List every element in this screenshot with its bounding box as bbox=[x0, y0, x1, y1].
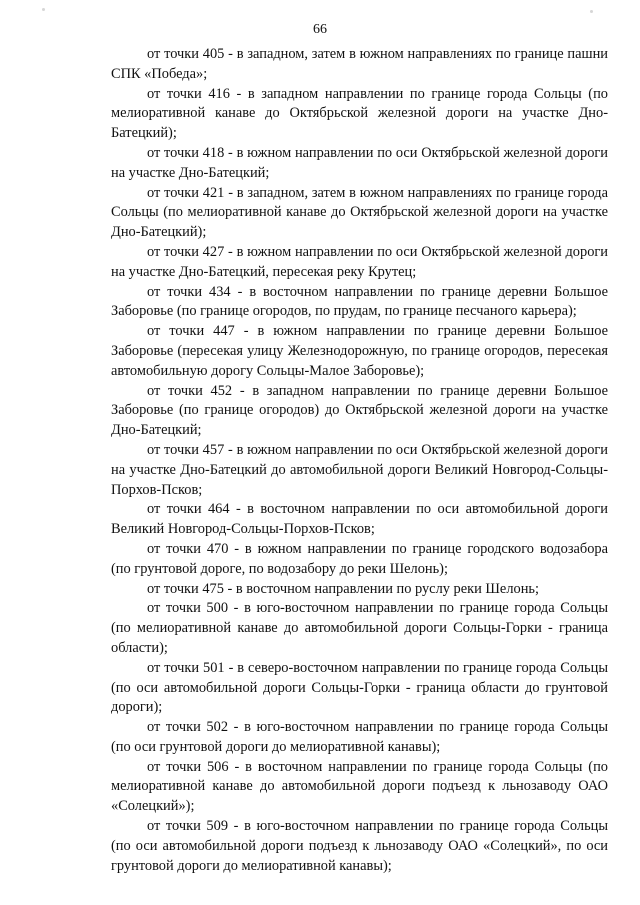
paragraph: от точки 475 - в восточном направлении по руслу реки Шелонь; bbox=[147, 580, 539, 597]
paragraph: от точки 501 - в северо-восточном направлении по границе города Сольцы (по оси автомобильной дороги Сольцы-Горки - граница области до грунтовой дороги); bbox=[111, 659, 608, 716]
paragraph: от точки 418 - в южном направлении по оси Октябрьской железной дороги на участке Дно-Батецкий; bbox=[111, 144, 608, 181]
document-body bbox=[111, 45, 608, 876]
paragraph: от точки 434 - в восточном направлении по границе деревни Большое Заборовье (по границе огородов, по прудам, по границе песчаного карьера); bbox=[111, 283, 608, 320]
paragraph: от точки 470 - в южном направлении по границе городского водозабора (по грунтовой дороге, по водозабору до реки Шелонь); bbox=[111, 540, 608, 577]
paragraph: от точки 405 - в западном, затем в южном направлениях по границе пашни СПК «Победа»; bbox=[111, 46, 608, 82]
paragraph: от точки 502 - в юго-восточном направлении по границе города Сольцы (по оси грунтовой дороги до мелиоративной канавы); bbox=[111, 719, 608, 755]
scan-speck bbox=[42, 8, 45, 11]
page-number: 66 bbox=[313, 22, 327, 37]
paragraph: от точки 464 - в восточном направлении по оси автомобильной дороги Великий Новгород-Сольцы-Порхов-Псков; bbox=[111, 501, 608, 538]
paragraph: от точки 447 - в южном направлении по границе деревни Большое Заборовье (пересекая улицу Железнодорожную, по границе огородов, пересекая автомобильную дорогу Сольцы-Малое Заборовье); bbox=[111, 323, 608, 379]
paragraph: от точки 416 - в западном направлении по границе города Сольцы (по мелиоративной канаве до Октябрьской железной дороги на участке Дно-Батецкий); bbox=[111, 85, 608, 142]
paragraph: от точки 427 - в южном направлении по оси Октябрьской железной дороги на участке Дно-Батецкий, пересекая реку Крутец; bbox=[111, 243, 608, 280]
paragraph: от точки 452 - в западном направлении по границе деревни Большое Заборовье (по границе огородов) до Октябрьской железной дороги на участке Дно-Батецкий; bbox=[111, 382, 608, 439]
paragraph: от точки 457 - в южном направлении по оси Октябрьской железной дороги на участке Дно-Батецкий до автомобильной дороги Великий Новгород-Сольцы-Порхов-Псков; bbox=[111, 441, 608, 498]
paragraph: от точки 506 - в восточном направлении по границе города Сольцы (по мелиоративной канаве до автомобильной дороги подъезд к льнозаводу ОАО «Солецкий»); bbox=[111, 758, 608, 815]
paragraph: от точки 509 - в юго-восточном направлении по границе города Сольцы (по оси автомобильной дороги подъезд к льнозаводу ОАО «Солецкий», по оси грунтовой дороги до мелиоративной канавы); bbox=[111, 818, 608, 874]
paragraph: от точки 500 - в юго-восточном направлении по границе города Сольцы (по мелиоративной канаве до автомобильной дороги Сольцы-Горки - граница области); bbox=[111, 600, 608, 656]
paragraph: от точки 421 - в западном, затем в южном направлениях по границе города Сольцы (по мелиоративной канаве до Октябрьской железной дороги на участке Дно-Батецкий); bbox=[111, 184, 608, 241]
scan-speck bbox=[590, 10, 593, 13]
